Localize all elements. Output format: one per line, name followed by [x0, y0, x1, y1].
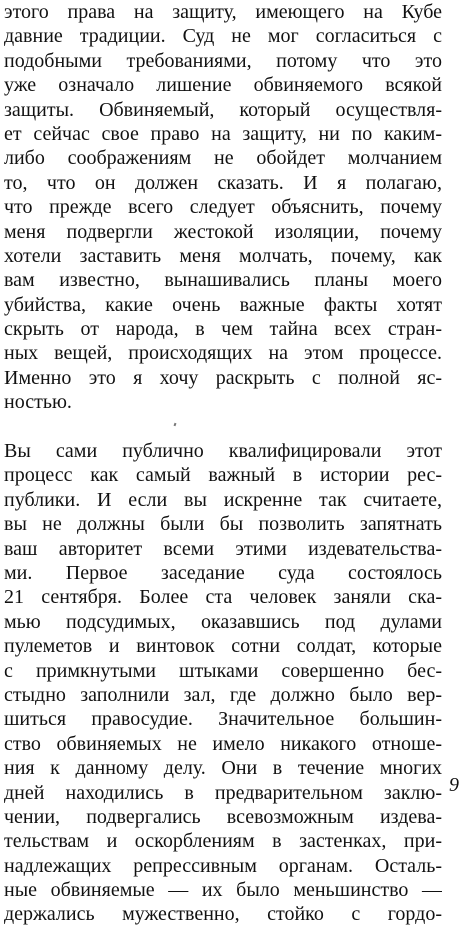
text-line: ных вещей, происходящих на этом процессе. [4, 342, 442, 365]
text-line: ностью. [4, 391, 72, 414]
text-column [4, 0, 442, 927]
text-line: давние традиции. Суд не мог согласиться с [4, 25, 442, 48]
text-line: 21 сентября. Более ста человек заняли ска- [4, 586, 442, 609]
text-line: стыдно заполнили зал, где должно было вер- [4, 683, 442, 706]
text-line: вы не должны были бы позволить запятнать [4, 513, 442, 536]
text-line: надлежащих репрессивным органам. Осталь- [4, 854, 442, 877]
text-line: то, что он должен сказать. И я полагаю, [4, 171, 442, 194]
text-line: ство обвиняемых не имело никакого отноше- [4, 732, 442, 755]
text-line: что прежде всего следует объяснить, почему [4, 196, 442, 219]
text-line: вам известно, вынашивались планы моего [4, 269, 442, 292]
text-line: скрыть от народа, в чем тайна всех стран- [4, 318, 442, 341]
text-line: хотели заставить меня молчать, почему, как [4, 244, 442, 267]
text-line: шиться правосудие. Значительное большин- [4, 708, 442, 731]
text-line: убийства, какие очень важные факты хотят [4, 293, 442, 316]
text-line: пулеметов и винтовок сотни солдат, которые [4, 635, 442, 658]
text-line: публики. И если вы искренне так считаете, [4, 488, 442, 511]
text-line: с примкнутыми штыками совершенно бес- [4, 659, 442, 682]
text-line: подобными требованиями, потому что это [4, 49, 442, 72]
text-line: Именно это я хочу раскрыть с полной яс- [4, 366, 442, 389]
paragraph [4, 439, 442, 927]
text-line: либо соображениям не обойдет молчанием [4, 147, 442, 170]
text-line: тельствам и оскорблениям в застенках, при- [4, 830, 442, 853]
text-line: процесс как самый важный в истории рес- [4, 464, 442, 487]
text-line: чении, подвергались всевозможным издева- [4, 805, 442, 828]
page-number: 9 [449, 774, 459, 796]
text-line: ваш авторитет всеми этими издевательства- [4, 537, 442, 560]
print-speck [174, 422, 177, 426]
text-line: ет сейчас свое право на защиту, ни по каким- [4, 122, 442, 145]
text-line: ния к данному делу. Они в течение многих [4, 757, 442, 780]
text-line: защиты. Обвиняемый, который осуществля- [4, 98, 442, 121]
text-line: Вы сами публично квалифицировали этот [4, 440, 442, 463]
text-line: мью подсудимых, оказавшись под дулами [4, 610, 442, 633]
text-line: ми. Первое заседание суда состоялось [4, 561, 442, 584]
paragraph-gap [4, 415, 442, 439]
text-line: меня подвергли жестокой изоляции, почему [4, 220, 442, 243]
text-line: дней находились в предварительном заклю- [4, 781, 442, 804]
text-line: держались мужественно, стойко с гордо- [4, 903, 442, 926]
text-line: ные обвиняемые — их было меньшинство — [4, 879, 442, 902]
paragraph [4, 0, 442, 415]
text-line: этого права на защиту, имеющего на Кубе [4, 1, 442, 23]
text-line: уже означало лишение обвиняемого всякой [4, 74, 442, 97]
